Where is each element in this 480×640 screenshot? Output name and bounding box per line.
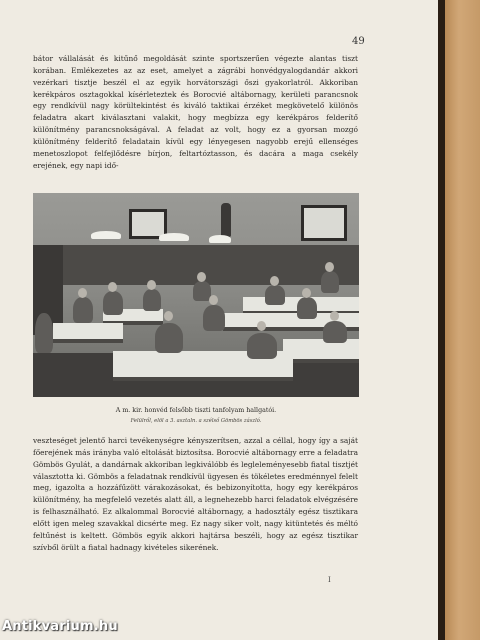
photo-person bbox=[73, 297, 93, 323]
photo-lamp bbox=[209, 235, 231, 243]
photo-person-head bbox=[197, 272, 206, 282]
book-spine bbox=[438, 0, 445, 640]
paragraph-bottom: veszteséget jelentő harci tevékenységre kényszerítsen, azzal a céllal, hogy így a saját főerejének más irányba való eltolását biztosítsa. Borocvié altábornagy erre a feladatra Gömbös Gyulát, a dandárnak akkoriban legkiválóbb és legleleményesebb fiatal tisztjét választotta ki. Gömbös a feladatnak rendkívül ügyesen és tökéletes eredménnyel felelt meg, igazolta a hozzáfűzött várakozásokat, és bebizonyította, hogy egy kerékpáros különítmény, ha megfelelő vezetés alatt áll, a legnehezebb harci feladatok elvégzésére is felhasználható. Ez alkalommal Borocvié altábornagy, a hadosztály egész tisztikara előtt igen meleg szavakkal dicsérte meg. Ez nagy siker volt, nagy kitüntetés és méltó feltűnést is keltett. Gömbös egyik akkori hajtársa beszéli, hogy az egész tisztikar szívből örült a fiatal hadnagy kivételes sikerének. bbox=[33, 436, 358, 552]
photo-person-head bbox=[164, 311, 173, 321]
photo-desk bbox=[53, 323, 123, 343]
photo-person-head bbox=[257, 321, 266, 331]
photo-person bbox=[155, 323, 183, 353]
photo-person-head bbox=[302, 288, 311, 298]
photo-person bbox=[203, 305, 225, 331]
photo-person-head bbox=[147, 280, 156, 290]
photo-wall-clock bbox=[221, 203, 231, 237]
paragraph-top: bátor vállalását és kitűnő megoldását szinte sportszerűen végezte alantas tiszt korában. Emlékezetes az az eset, amelyet a zágrábi honvédgyalogdandár akkori vezérkari tisztje beszél el az egyik horvátországi őszi gyakorlatról. Akkoriban kerékpáros osztagokkal kísérleteztek és Borocvié altábornagy, kerületi parancsnok egy rendkívül nagy körültekintést és kiváló taktikai érzéket megkövetelő különös feladatra akart kiválasztani valakit, hogy megbízza egy kerékpáros felderítő különítmény parancsnokságával. A feladat az volt, hogy ez a gyorsan mozgó különítmény felderítő feladatain kívül egy lényegesen nagyobb erejű ellenséges menetoszlopot felfejlődésre bírjon, feltartóztasson, és dacára a maga csekély erejének, egy napi idő- bbox=[33, 54, 358, 170]
photo-person-head bbox=[330, 311, 339, 321]
photo-subcaption: Felülről, elöl a 3. asztaln. a szélső Gömbös zászló. bbox=[130, 418, 262, 424]
photo-person bbox=[247, 333, 277, 359]
photo-lamp bbox=[91, 231, 121, 239]
photo-person bbox=[321, 271, 339, 293]
photo-caption: A m. kir. honvéd felsőbb tiszti tanfolyam hallgatói. bbox=[115, 407, 277, 414]
photo-person bbox=[265, 285, 285, 305]
photo-person bbox=[143, 289, 161, 311]
photo-person bbox=[297, 297, 317, 319]
watermark: Antikvarium.hu bbox=[2, 619, 118, 634]
classroom-photo bbox=[33, 193, 359, 397]
photo-person-head bbox=[78, 288, 87, 298]
photo-person-head bbox=[108, 282, 117, 292]
photo-wall bbox=[33, 245, 359, 285]
photo-desk bbox=[283, 339, 359, 363]
photo-lamp bbox=[159, 233, 189, 241]
page-number: 49 bbox=[352, 36, 365, 47]
photo-person-head bbox=[209, 295, 218, 305]
photo-wall-picture-right bbox=[301, 205, 347, 241]
photo-person bbox=[323, 321, 347, 343]
photo-person-head bbox=[270, 276, 279, 286]
photo-person bbox=[103, 291, 123, 315]
photo-person-head bbox=[325, 262, 334, 272]
signature-mark: I bbox=[328, 576, 331, 584]
book-cover-edge bbox=[445, 0, 480, 640]
photo-person bbox=[35, 313, 53, 353]
